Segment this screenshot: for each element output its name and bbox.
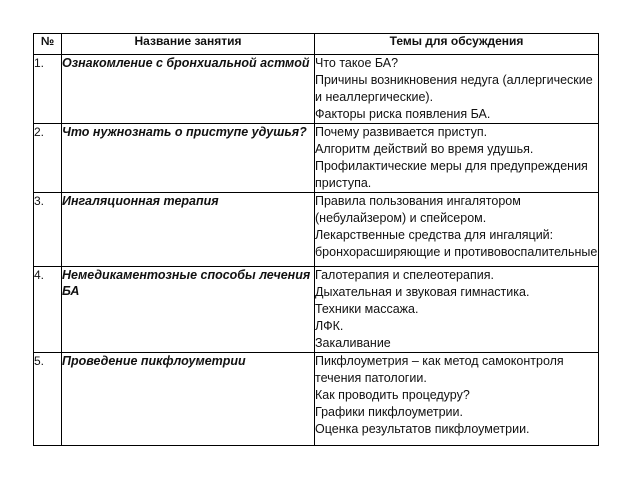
table-row: [34, 55, 599, 124]
topic-item: Профилактические меры для предупреждения приступа.: [315, 159, 588, 190]
table-header: [34, 34, 599, 55]
row-number: 1.: [34, 55, 62, 124]
topic-item: Как проводить процедуру?: [315, 388, 470, 402]
table-row: [34, 124, 599, 193]
lesson-name: Ингаляционная терапия: [62, 193, 315, 267]
row-number: 4.: [34, 267, 62, 353]
lesson-name: Проведение пикфлоуметрии: [62, 353, 315, 446]
topic-item: Факторы риска появления БА.: [315, 107, 491, 121]
row-number: 3.: [34, 193, 62, 267]
topic-item: Дыхательная и звуковая гимнастика.: [315, 285, 530, 299]
topic-item: Оценка результатов пикфлоуметрии.: [315, 422, 530, 436]
topic-item: Лекарственные средства для ингаляций: бронхорасширяющие и противовоспалительные: [315, 228, 598, 259]
header-row: [34, 34, 599, 55]
lesson-name: Что нужнознать о приступе удушья?: [62, 124, 315, 193]
topics-cell: [315, 267, 599, 353]
topic-item: Закаливание: [315, 336, 391, 350]
topics-cell: [315, 124, 599, 193]
lessons-table: [33, 33, 599, 446]
header-number: №: [34, 34, 62, 55]
topics-cell: [315, 55, 599, 124]
header-lesson-name: Название занятия: [62, 34, 315, 55]
topic-item: Что такое БА?: [315, 56, 399, 70]
table-row: [34, 193, 599, 267]
table-row: [34, 267, 599, 353]
topic-item: Пикфлоуметрия – как метод самоконтроля течения патологии.: [315, 354, 564, 385]
row-number: 5.: [34, 353, 62, 446]
topics-cell: [315, 353, 599, 446]
topic-item: Почему развивается приступ.: [315, 125, 488, 139]
topic-item: Техники массажа.: [315, 302, 419, 316]
header-topics: Темы для обсуждения: [315, 34, 599, 55]
lesson-name: Немедикаментозные способы лечения БА: [62, 267, 315, 353]
table-row: [34, 353, 599, 446]
table-body: [34, 55, 599, 446]
topic-item: Причины возникновения недуга (аллергические и неаллергические).: [315, 73, 593, 104]
topics-cell: [315, 193, 599, 267]
topic-item: Графики пикфлоуметрии.: [315, 405, 463, 419]
topic-item: Алгоритм действий во время удушья.: [315, 142, 534, 156]
row-number: 2.: [34, 124, 62, 193]
lesson-name: Ознакомление с бронхиальной астмой: [62, 55, 315, 124]
topic-item: ЛФК.: [315, 319, 344, 333]
topic-item: Правила пользования ингалятором (небулайзером) и спейсером.: [315, 194, 521, 225]
topic-item: Галотерапия и спелеотерапия.: [315, 268, 494, 282]
